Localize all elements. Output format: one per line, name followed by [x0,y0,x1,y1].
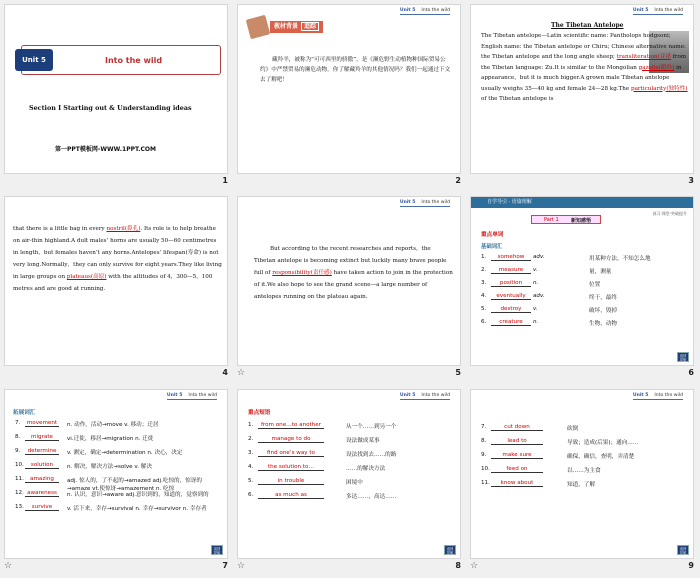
slide-6[interactable] [470,196,694,366]
list-item [481,466,601,474]
part-label: 新知感悟 [571,218,592,224]
list-item [15,504,207,512]
list-item [481,424,579,432]
answer-blank: creature [491,319,531,326]
answer-blank: the solution to… [258,464,324,471]
answer-blank: determine [25,448,59,455]
item-number: 10. [481,466,490,472]
list-item [15,462,152,470]
item-number: 2. [481,267,487,273]
part-of-speech: n. [533,319,539,325]
answer-blank: make sure [491,452,543,459]
list-item [248,478,363,486]
slide-number: 9 [688,561,694,570]
slide-number: 1 [222,176,228,185]
transition-star-icon: ☆ [470,561,479,571]
thumb-3[interactable] [466,0,699,192]
template-footer: 第一PPT模板网-WWW.1PPT.COM [55,146,156,153]
part-of-speech: adv. [533,254,545,260]
section-title: Section Ⅰ Starting out & Understanding ideas [29,104,192,112]
thumb-2[interactable] [233,0,466,192]
item-meaning: 确保，确信，查明，弄清楚 [567,454,635,460]
item-number: 8. [481,438,487,444]
vocab-subheading: 基础词汇 [481,244,503,250]
list-item [481,280,601,288]
slide-2[interactable] [237,4,461,174]
answer-blank: in trouble [258,478,324,485]
list-item [481,306,617,314]
article-heading: The Tibetan Antelope [551,22,624,29]
unit-badge: Unit 5 [15,49,53,71]
slide-header: Unit 5 Into the wild [632,393,683,398]
list-item [481,293,617,301]
item-meaning: 破坏，毁掉 [589,308,617,314]
part-of-speech: n. [533,280,539,286]
slide-number: 5 [455,368,461,377]
item-meaning: 多达……，高达…… [346,494,397,500]
item-meaning: 设法做成某事 [346,438,380,444]
item-meaning: 困境中 [346,480,363,486]
item-meaning: v. 测定，确定→determination n. 决心，决定 [67,450,183,456]
answer-blank: from one…to another [258,422,324,429]
slide-header: Unit 5 Into the wild [399,200,450,205]
article-text: that there is a little bag in every nostril(鼻孔). Its role is to help breathe on air-thin highland.A dult males’ horns are usually 50—60 centimetres in length，but females haven’t any horns.Antelopes’ lifespan(寿命) is not very long.Normally，they can only survive for eight years.They like living in large groups on plateaus(高原) with the altitudes of 4，300—5，100 metres and are good at running. [13,226,222,292]
slide-8[interactable] [237,389,461,559]
item-number: 3. [248,450,254,456]
item-number: 13. [15,504,24,510]
slide-title: Into the wild [105,56,163,65]
item-meaning: 导致；造成(后果)；通向…… [567,440,639,446]
answer-blank: amazing [25,476,59,483]
slide-number: 4 [222,368,228,377]
vocab-heading: 拓展词汇 [13,410,36,416]
item-meaning: v. 活下来，幸存→survival n. 幸存→survivor n. 幸存者 [67,506,207,512]
slide-number: 3 [688,176,694,185]
item-number: 1. [248,422,254,428]
answer-blank: measure [491,267,531,274]
answer-blank: destroy [491,306,531,313]
slide-9[interactable] [470,389,694,559]
item-meaning: 设法找到去……的路 [346,452,397,458]
list-item [248,464,386,472]
answer-blank: eventually [491,293,531,300]
item-number: 5. [481,306,487,312]
item-number: 4. [248,464,254,470]
item-number: 6. [248,492,254,498]
transition-star-icon: ☆ [237,561,246,571]
transition-star-icon: ☆ [4,561,13,571]
slide-7[interactable] [4,389,228,559]
list-item [481,452,635,460]
item-number: 9. [481,452,487,458]
list-item [15,434,154,442]
item-meaning: 以……为主食 [567,468,601,474]
list-item [15,448,183,456]
item-meaning: 从一个……到另一个 [346,424,397,430]
item-meaning: 生物，动物 [589,321,617,327]
list-item [15,476,203,492]
answer-blank: feed on [491,466,543,473]
back-nav-button[interactable]: 返回导航 [211,545,223,555]
item-number: 6. [481,319,487,325]
list-item [248,436,380,444]
list-item [481,480,595,488]
thumb-5[interactable] [233,192,466,384]
slide-header: Unit 5 Into the wild [632,8,683,13]
item-number: 8. [15,434,21,440]
phrase-heading: 重点短语 [248,410,271,416]
back-nav-button[interactable]: 返回导航 [444,545,456,555]
item-number: 9. [15,448,21,454]
thumb-6[interactable] [466,192,699,384]
answer-blank: as much as [258,492,324,499]
article-text: The Tibetan antelope—Latin scientific name: Pantholops hodgsoni; English name: the Tibetan antelope or Chiru; Chinese alternative name: the Tibetan antelope and the long angle sheep; transliteration(音译 from the Tibetan language: Zu.It is similar to the Mongolian gazelle(瞪羚) in appearance，but it is much bigger.A grown male Tibetan antelope usually weighs 35—40 kg and female 24—28 kg.The particularity(独特性) of the Tibetan antelope is [481,33,688,102]
answer-blank: lead to [491,438,543,445]
vocab-heading: 重点单词 [481,232,504,238]
slide-1[interactable] [4,4,228,174]
answer-blank: survive [25,504,59,511]
list-item [481,267,612,275]
answer-blank: cut down [491,424,543,431]
item-number: 7. [481,424,487,430]
slide-number: 7 [222,561,228,570]
slide-number: 8 [455,561,461,570]
part-bar: Part 1 [531,215,601,224]
thumb-7[interactable] [0,385,233,577]
slide-number: 2 [455,176,461,185]
slide-header: Unit 5 Into the wild [399,8,450,13]
list-item [15,420,159,428]
part-of-speech: v. [533,306,538,312]
slide-5[interactable] [237,196,461,366]
back-nav-button[interactable]: 返回导航 [677,352,689,362]
thumb-1[interactable] [0,0,233,192]
answer-blank: solution [25,462,59,469]
item-number: 12. [15,490,24,496]
article-text: But according to the recent researches and reports，the Tibetan antelope is becoming extinct but luckily many brave people full of responsibility(责任感) have taken action to join in the protection of it.We also hope to see the grand scene—a large number of antelopes running on the plateau again. [254,246,453,300]
list-item [481,254,651,262]
item-meaning: 知道，了解 [567,482,595,488]
answer-blank: movement [26,420,58,426]
list-item [15,490,209,498]
item-meaning: n. 解决，解决方法→solve v. 解决 [67,464,152,470]
answer-blank: awareness [25,490,59,497]
transition-star-icon: ☆ [237,368,246,378]
thumb-4[interactable] [0,192,233,384]
answer-blank: find one’s way to [258,450,324,457]
item-meaning: adj. 惊人的，了不起的→amazed adj.吃惊的，惊讶的→amaze vt.使惊讶→amazement n. 吃惊 [67,478,203,492]
top-banner: 自学导引 · 语篇理解 [471,197,694,208]
item-meaning: 用某种方法，不知怎么地 [589,256,651,262]
item-number: 10. [15,462,24,468]
thumb-8[interactable] [233,385,466,577]
item-meaning: ……的解决方法 [346,466,386,472]
answer-blank: somehow [491,254,531,261]
item-meaning: 位置 [589,282,601,288]
slide-3[interactable] [470,4,694,174]
item-meaning: 砍倒 [567,426,579,432]
slide-header: Unit 5 Into the wild [166,393,217,398]
answer-blank: position [491,280,531,287]
list-item [248,492,397,500]
item-meaning: vi.迁徙，移居→migration n. 迁徙 [67,436,154,442]
item-meaning: 终于，最终 [589,295,617,301]
answer-blank: migrate [25,434,59,441]
item-meaning: 量，测量 [589,269,612,275]
section-label: 教材背景 追踪 [270,21,323,33]
slide-number: 6 [688,368,694,377]
item-number: 3. [481,280,487,286]
answer-blank: manage to do [258,436,324,443]
part-of-speech: adv. [533,293,545,299]
slide-4[interactable] [4,196,228,366]
slide-header: Unit 5 Into the wild [399,393,450,398]
item-number: 11. [481,480,490,486]
answer-blank: know about [491,480,543,487]
back-nav-button[interactable]: 返回导航 [677,545,689,555]
item-meaning: n. 动作，活动→move v. 移动；迁居 [67,422,159,428]
list-item [481,319,617,327]
thumb-9[interactable] [466,385,699,577]
item-number: 1. [481,254,487,260]
item-number: 5. [248,478,254,484]
list-item [248,422,397,430]
banner-right: 预习·课堂·突破提升 [652,211,687,216]
intro-text: 藏羚羊，被称为“可可西里的骄傲”，是《濒危野生动植物种国际贸易公约》中严禁贸易的濒危动物。你了解藏羚羊的其他情况吗？我们一起通过下文去了解吧！ [260,57,451,83]
part-of-speech: v. [533,267,538,273]
list-item [248,450,397,458]
item-number: 2. [248,436,254,442]
item-number: 4. [481,293,487,299]
book-icon [246,15,270,39]
item-number: 11. [15,476,24,482]
list-item [481,438,639,446]
item-number: 7. [15,420,21,426]
item-meaning: n. 认识，意识→aware adj.意识到的，知道的，觉察到的 [67,492,209,498]
